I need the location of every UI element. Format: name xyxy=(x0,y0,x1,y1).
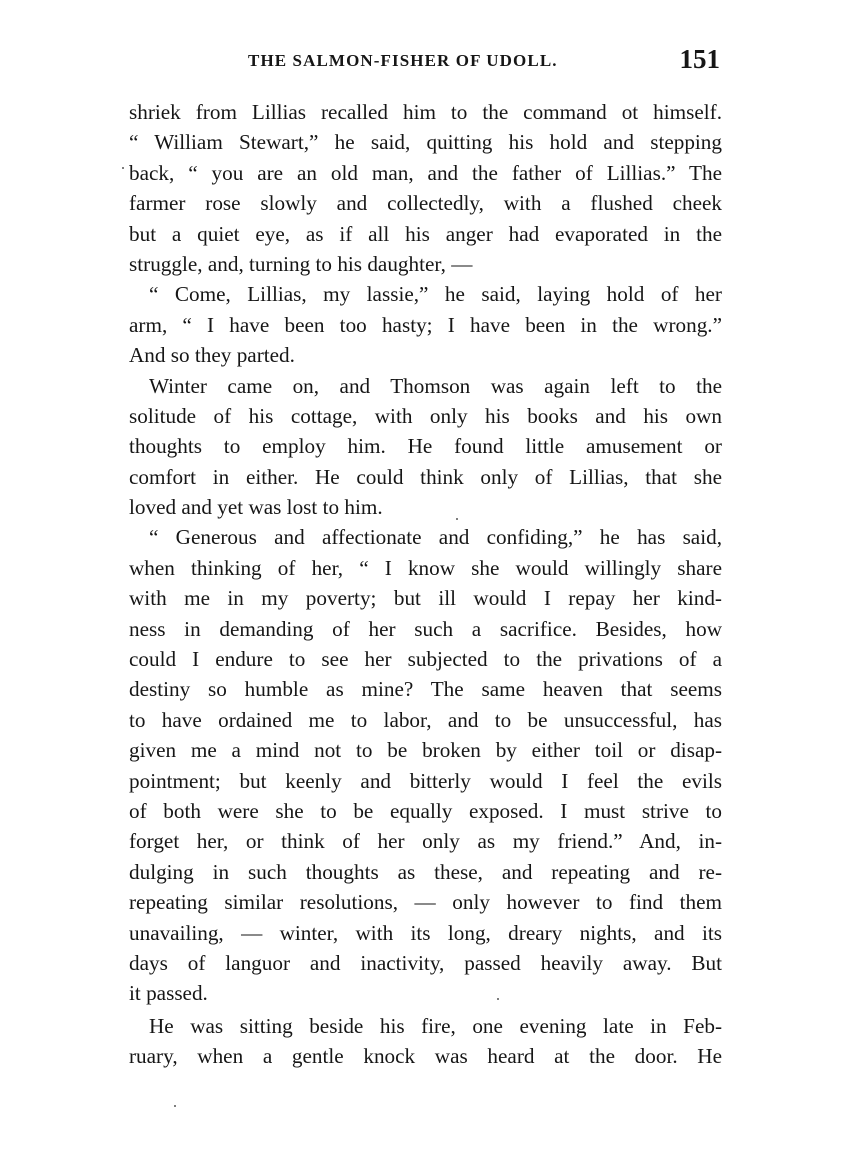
paper-speck xyxy=(122,167,124,169)
text-line: given me a mind not to be broken by either toil or disap- xyxy=(129,738,722,763)
text-line: comfort in either. He could think only of Lillias, that she xyxy=(129,464,722,489)
text-line: He was sitting beside his fire, one evening late in Feb- xyxy=(149,1013,722,1038)
text-line: thoughts to employ him. He found little amusement or xyxy=(129,434,722,459)
text-line: repeating similar resolutions, — only however to find them xyxy=(129,890,722,915)
text-line: forget her, or think of her only as my friend.” And, in- xyxy=(129,829,722,854)
text-line: And so they parted. xyxy=(129,343,295,368)
paper-speck xyxy=(174,1105,176,1107)
text-line: dulging in such thoughts as these, and repeating and re- xyxy=(129,859,722,884)
paper-speck xyxy=(497,998,499,1000)
text-line: ness in demanding of her such a sacrifice. Besides, how xyxy=(129,616,722,641)
text-line: “ Generous and affectionate and confiding,” he has said, xyxy=(149,525,722,550)
text-line: arm, “ I have been too hasty; I have been in the wrong.” xyxy=(129,312,722,337)
text-line: struggle, and, turning to his daughter, — xyxy=(129,251,473,276)
text-line: pointment; but keenly and bitterly would I feel the evils xyxy=(129,768,722,793)
text-line: with me in my poverty; but ill would I repay her kind- xyxy=(129,586,722,611)
text-line: but a quiet eye, as if all his anger had evaporated in the xyxy=(129,221,722,246)
text-line: destiny so humble as mine? The same heaven that seems xyxy=(129,677,722,702)
paper-speck xyxy=(456,518,458,520)
text-line: could I endure to see her subjected to the privations of a xyxy=(129,647,722,672)
page-number: 151 xyxy=(679,44,720,74)
text-line: solitude of his cottage, with only his books and his own xyxy=(129,403,722,428)
text-line: “ William Stewart,” he said, quitting his hold and stepping xyxy=(129,130,722,155)
text-line: shriek from Lillias recalled him to the command ot himself. xyxy=(129,100,722,124)
running-head xyxy=(130,44,720,78)
text-line: loved and yet was lost to him. xyxy=(129,495,383,520)
text-line: unavailing, — winter, with its long, dreary nights, and its xyxy=(129,920,722,945)
text-line: ruary, when a gentle knock was heard at the door. He xyxy=(129,1044,722,1069)
text-line: it passed. xyxy=(129,981,208,1006)
text-line: back, “ you are an old man, and the father of Lillias.” The xyxy=(129,160,722,185)
text-line: Winter came on, and Thomson was again left to the xyxy=(149,373,722,398)
text-line: days of languor and inactivity, passed heavily away. But xyxy=(129,950,722,975)
text-line: when thinking of her, “ I know she would willingly share xyxy=(129,555,722,580)
text-line: farmer rose slowly and collectedly, with a flushed cheek xyxy=(129,191,722,216)
text-line: to have ordained me to labor, and to be unsuccessful, has xyxy=(129,707,722,732)
text-line: “ Come, Lillias, my lassie,” he said, laying hold of her xyxy=(149,282,722,307)
text-line: of both were she to be equally exposed. I must strive to xyxy=(129,798,722,823)
body-text xyxy=(129,97,722,1072)
running-title: THE SALMON-FISHER OF UDOLL. xyxy=(248,51,558,70)
